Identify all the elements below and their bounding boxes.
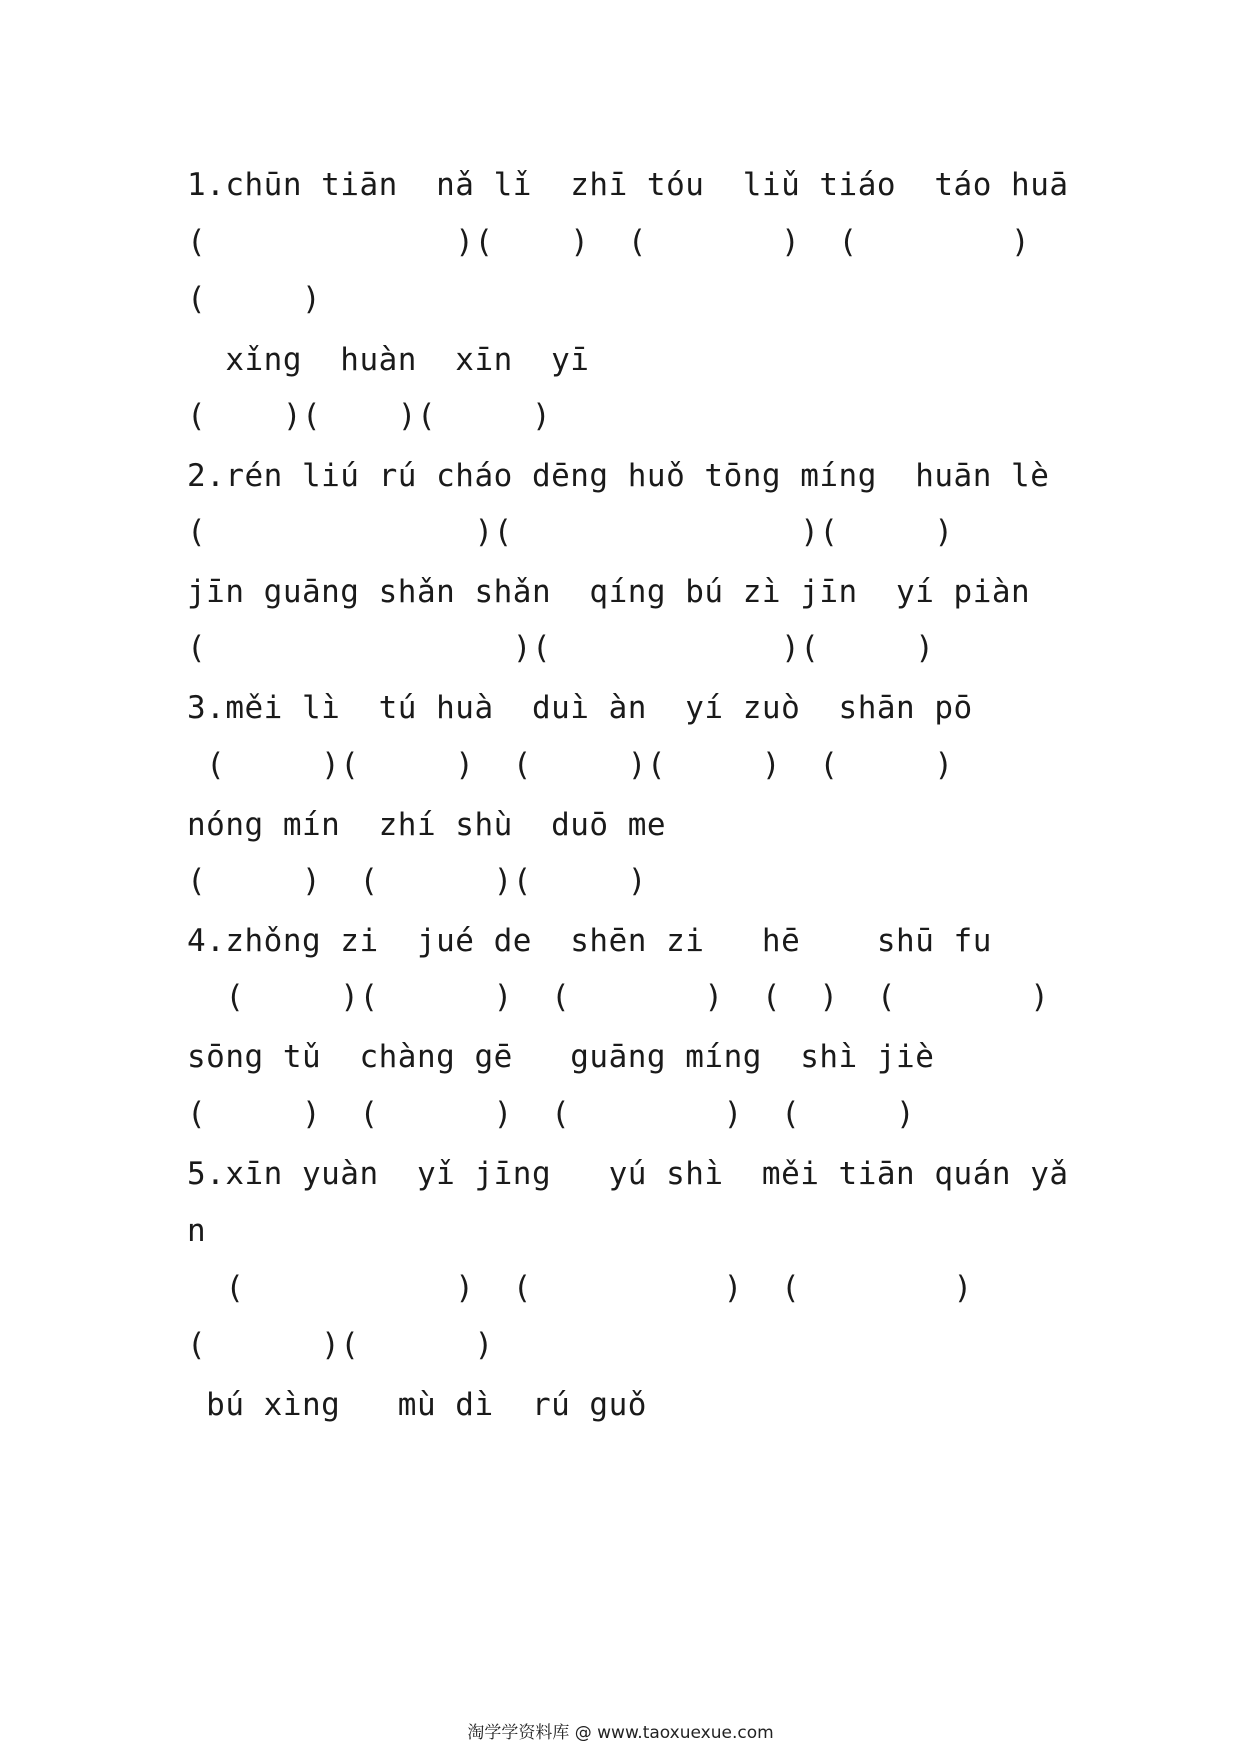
- answer-line-5a: ( ) ( ) ( ): [187, 1270, 973, 1306]
- pinyin-line-3b: nóng mín zhí shù duō me: [187, 807, 667, 843]
- pinyin-line-2b: jīn guāng shǎn shǎn qíng bú zì jīn yí piàn: [187, 574, 1031, 610]
- answer-line-1b: ( ): [187, 281, 322, 317]
- line-4: 4.zhǒng zi jué de shēn zi hē shū fu: [187, 923, 992, 959]
- footer-watermark: 淘学学资料库 @ www.taoxuexue.com: [467, 1723, 774, 1743]
- answer-line-5b: ( )( ): [187, 1327, 494, 1363]
- answer-line-1c: ( )( )( ): [187, 398, 552, 434]
- answer-line-1a: ( )( ) ( ) ( ): [187, 224, 1031, 260]
- answer-line-2a: ( )( )( ): [187, 514, 954, 550]
- answer-line-4a: ( )( ) ( ) ( ) ( ): [187, 979, 1050, 1015]
- line-5-wrap: n: [187, 1213, 207, 1249]
- pinyin-line-4b: sōng tǔ chàng gē guāng míng shì jiè: [187, 1039, 935, 1075]
- answer-line-3b: ( ) ( )( ): [187, 863, 647, 899]
- answer-line-3a: ( )( ) ( )( ) ( ): [187, 747, 954, 783]
- answer-line-2b: ( )( )( ): [187, 630, 935, 666]
- line-5: 5.xīn yuàn yǐ jīng yú shì měi tiān quán yǎ: [187, 1156, 1069, 1192]
- pinyin-line-1c: xǐng huàn xīn yī: [187, 342, 590, 378]
- line-3: 3.měi lì tú huà duì àn yí zuò shān pō: [187, 690, 973, 726]
- answer-line-4b: ( ) ( ) ( ) ( ): [187, 1096, 916, 1132]
- pinyin-line-5c: bú xìng mù dì rú guǒ: [187, 1387, 647, 1423]
- line-1: 1.chūn tiān nǎ lǐ zhī tóu liǔ tiáo táo huā: [187, 167, 1069, 203]
- line-2: 2.rén liú rú cháo dēng huǒ tōng míng huān lè: [187, 458, 1050, 494]
